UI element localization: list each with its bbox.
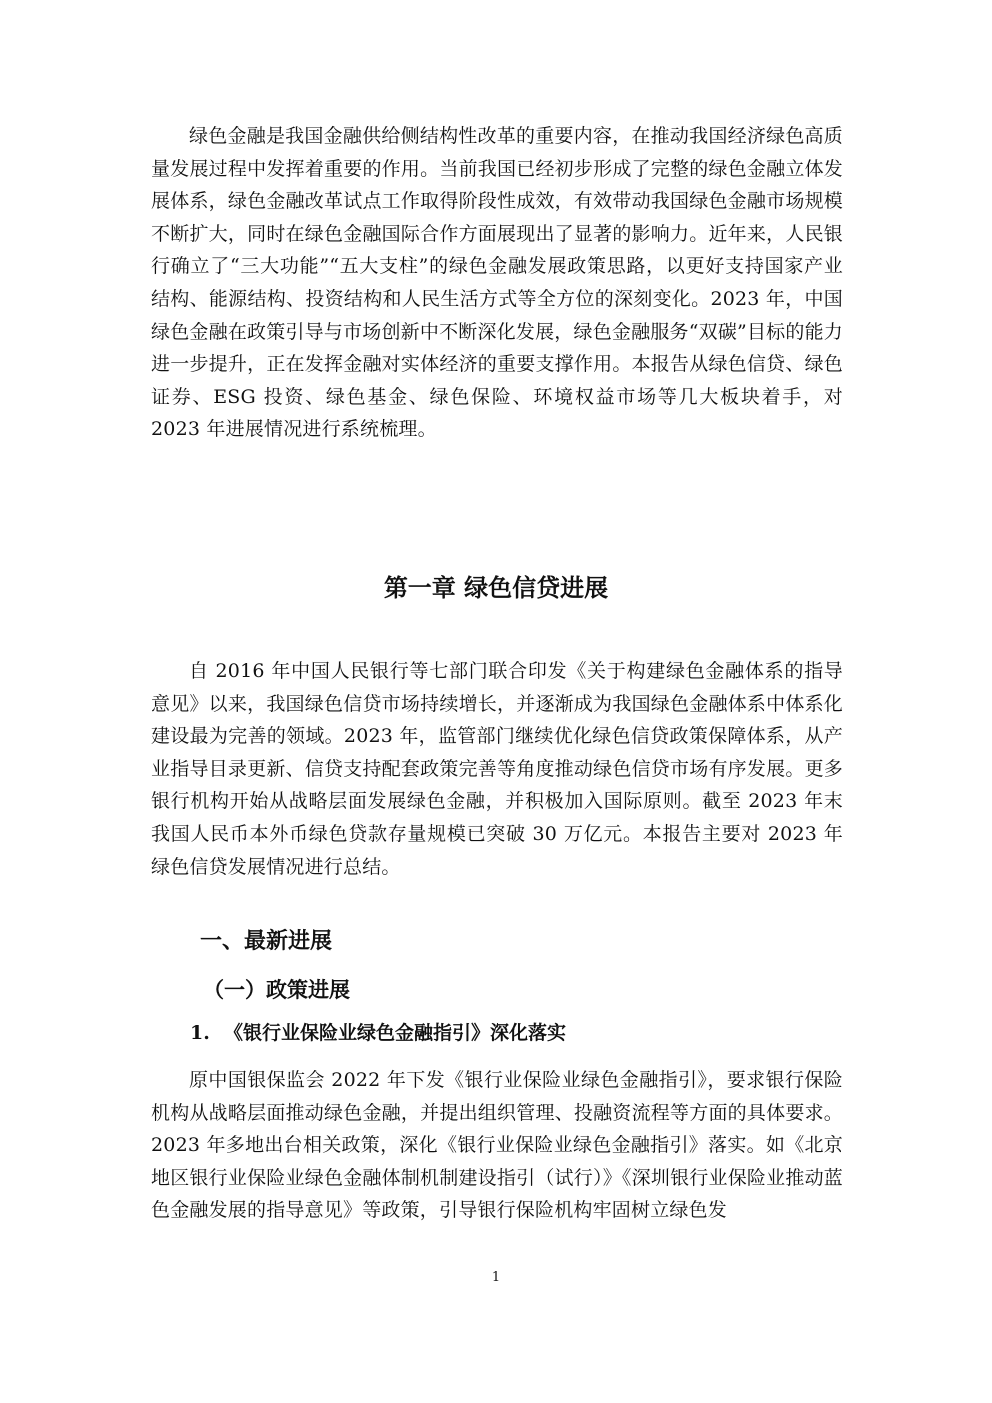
chapter-intro-paragraph: 自 2016 年中国人民银行等七部门联合印发《关于构建绿色金融体系的指导意见》以来，我国绿色信贷市场持续增长，并逐渐成为我国绿色金融体系中体系化建设最为完善的领域。2023 年，监管部门继续优化绿色信贷政策保障体系，从产业指导目录更新、信贷支持配套政策完善等角度推动绿色信贷市场有序发展。更多银行机构开始从战略层面发展绿色金融，并积极加入国际原则。截至 2023 年末我国人民币本外币绿色贷款存量规模已突破 30 万亿元。本报告主要对 2023 年绿色信贷发展情况进行总结。	[151, 660, 843, 878]
item-heading	[190, 1018, 566, 1048]
item-title: 《银行业保险业绿色金融指引》深化落实	[224, 1022, 567, 1044]
policy-paragraph: 原中国银保监会 2022 年下发《银行业保险业绿色金融指引》，要求银行保险机构从战略层面推动绿色金融，并提出组织管理、投融资流程等方面的具体要求。2023 年多地出台相关政策，深化《银行业保险业绿色金融指引》落实。如《北京地区银行业保险业绿色金融体制机制建设指引（试行）》《深圳银行业保险业推动蓝色金融发展的指导意见》等政策，引导银行保险机构牢固树立绿色发	[151, 1069, 843, 1222]
subsection-heading: （一）政策进展	[203, 977, 350, 1002]
page-number: 1	[491, 1270, 501, 1285]
item-number: 1.	[190, 1022, 210, 1044]
intro-paragraph: 绿色金融是我国金融供给侧结构性改革的重要内容，在推动我国经济绿色高质量发展过程中发挥着重要的作用。当前我国已经初步形成了完整的绿色金融立体发展体系，绿色金融改革试点工作取得阶段性成效，有效带动我国绿色金融市场规模不断扩大，同时在绿色金融国际合作方面展现出了显著的影响力。近年来，人民银行确立了“三大功能”“五大支柱”的绿色金融发展政策思路，以更好支持国家产业结构、能源结构、投资结构和人民生活方式等全方位的深刻变化。2023 年，中国绿色金融在政策引导与市场创新中不断深化发展，绿色金融服务“双碳”目标的能力进一步提升，正在发挥金融对实体经济的重要支撑作用。本报告从绿色信贷、绿色证券、ESG 投资、绿色基金、绿色保险、环境权益市场等几大板块着手，对 2023 年进展情况进行系统梳理。	[151, 125, 843, 441]
chapter-title: 第一章 绿色信贷进展	[383, 574, 609, 602]
section-heading: 一、最新进展	[200, 929, 333, 954]
